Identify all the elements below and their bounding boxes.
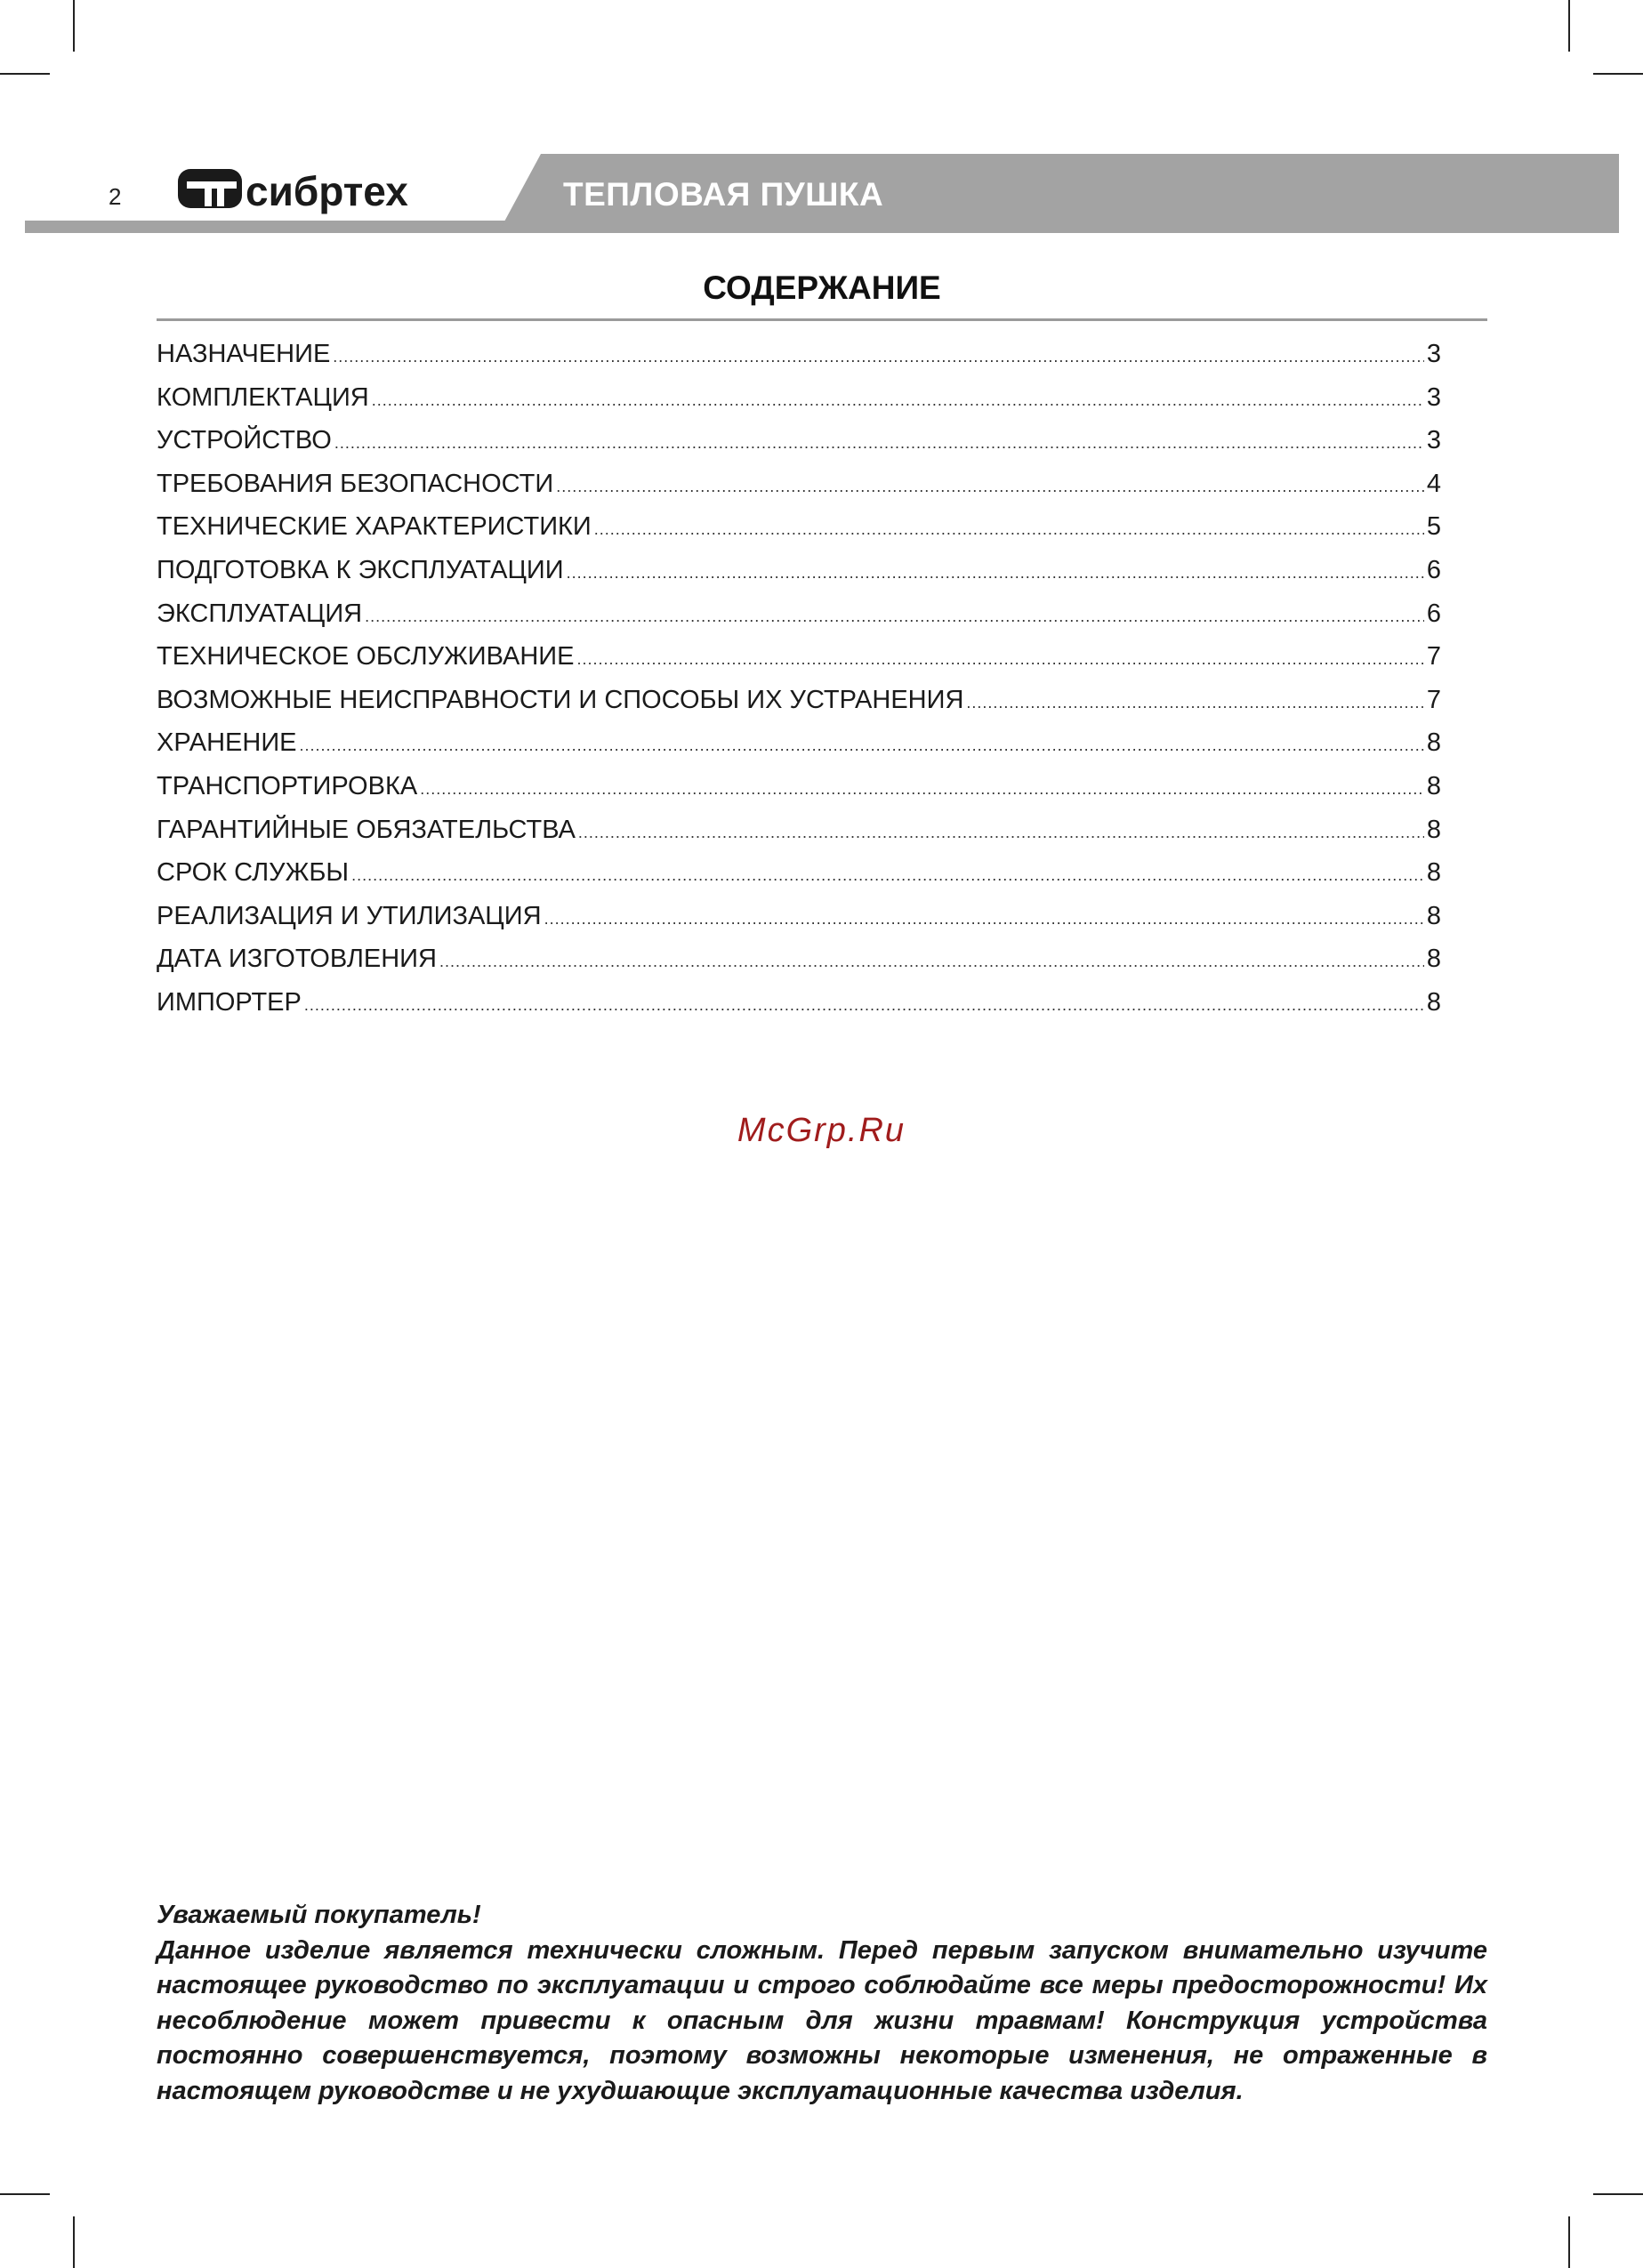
toc-leader-dots	[567, 564, 1424, 583]
toc-row	[157, 512, 1441, 556]
toc-leader-dots	[365, 607, 1424, 626]
toc-item-page: 3	[1426, 340, 1441, 368]
toc-leader-dots	[578, 824, 1424, 842]
toc-item-page: 5	[1426, 512, 1441, 542]
toc-leader-dots	[304, 996, 1424, 1015]
toc-row	[157, 556, 1441, 599]
brand-logo	[176, 167, 452, 217]
toc-item-label: ГАРАНТИЙНЫЕ ОБЯЗАТЕЛЬСТВА	[157, 815, 576, 844]
toc-leader-dots	[577, 650, 1424, 669]
toc-item-page: 8	[1426, 815, 1441, 844]
toc-item-label: УСТРОЙСТВО	[157, 426, 332, 455]
toc-leader-dots	[300, 736, 1424, 755]
toc-item-label: ТРАНСПОРТИРОВКА	[157, 771, 418, 800]
page-header	[0, 151, 1643, 240]
brand-name: сибртех	[246, 168, 408, 214]
toc-row	[157, 340, 1441, 383]
toc-leader-dots	[439, 953, 1424, 971]
toc-item-page: 8	[1426, 945, 1441, 974]
crop-mark	[1593, 2193, 1643, 2195]
toc-row	[157, 728, 1441, 772]
toc-item-label: СРОК СЛУЖБЫ	[157, 858, 350, 888]
toc-title: СОДЕРЖАНИЕ	[703, 269, 941, 306]
table-of-contents	[157, 340, 1441, 1032]
crop-mark	[1568, 0, 1570, 52]
toc-item-label: КОМПЛЕКТАЦИЯ	[157, 382, 369, 412]
toc-item-page: 8	[1426, 987, 1441, 1017]
toc-item-label: РЕАЛИЗАЦИЯ И УТИЛИЗАЦИЯ	[157, 901, 542, 930]
crop-mark	[1568, 2216, 1570, 2268]
customer-notice	[157, 1898, 1487, 2109]
toc-item-page: 7	[1426, 685, 1441, 714]
notice-body: Данное изделие является технически сложным. Перед первым запуском внимательно изучите настоящее руководство по эксплуатации и строго соблюдайте все меры предосторожности! Их несоблюдение может привести к опасным для жизни травмам! Конструкция устройства постоянно совершенствуется, поэтому возможны некоторые изменения, не отраженные в настоящем руководстве и не ухудшающие эксплуатационные качества изделия.	[157, 1935, 1487, 2105]
toc-leader-dots	[334, 434, 1424, 453]
toc-leader-dots	[372, 391, 1424, 410]
toc-item-label: ИМПОРТЕР	[157, 987, 302, 1017]
notice-greeting: Уважаемый покупатель!	[157, 1901, 481, 1929]
crop-mark	[73, 0, 75, 52]
crop-mark	[73, 2216, 75, 2268]
toc-row	[157, 902, 1441, 945]
toc-leader-dots	[544, 910, 1424, 929]
toc-leader-dots	[333, 348, 1424, 366]
toc-row	[157, 686, 1441, 729]
crop-mark	[0, 2193, 50, 2195]
toc-divider	[157, 318, 1487, 321]
toc-item-page: 3	[1426, 382, 1441, 412]
toc-row	[157, 599, 1441, 643]
crop-mark	[1593, 73, 1643, 75]
page-number: 2	[109, 183, 122, 210]
toc-row	[157, 858, 1441, 902]
toc-leader-dots	[966, 694, 1423, 712]
toc-item-label: ХРАНЕНИЕ	[157, 728, 297, 758]
toc-item-page: 3	[1426, 426, 1441, 455]
toc-item-page: 6	[1426, 555, 1441, 584]
toc-leader-dots	[420, 780, 1424, 799]
toc-leader-dots	[556, 478, 1424, 496]
toc-item-label: ДАТА ИЗГОТОВЛЕНИЯ	[157, 945, 437, 974]
toc-item-label: ТРЕБОВАНИЯ БЕЗОПАСНОСТИ	[157, 469, 554, 498]
toc-leader-dots	[594, 520, 1424, 539]
toc-leader-dots	[351, 866, 1424, 885]
crop-mark	[0, 73, 50, 75]
toc-row	[157, 816, 1441, 859]
toc-row	[157, 383, 1441, 427]
toc-item-page: 8	[1426, 771, 1441, 800]
toc-row	[157, 470, 1441, 513]
toc-row	[157, 772, 1441, 816]
toc-row	[157, 945, 1441, 988]
watermark: McGrp.Ru	[737, 1112, 906, 1149]
toc-row	[157, 642, 1441, 686]
toc-item-page: 4	[1426, 469, 1441, 498]
toc-item-label: ЭКСПЛУАТАЦИЯ	[157, 599, 363, 628]
toc-item-page: 8	[1426, 901, 1441, 930]
header-title: ТЕПЛОВАЯ ПУШКА	[563, 176, 884, 213]
toc-item-label: ПОДГОТОВКА К ЭКСПЛУАТАЦИИ	[157, 555, 564, 584]
toc-row	[157, 988, 1441, 1032]
toc-item-label: ВОЗМОЖНЫЕ НЕИСПРАВНОСТИ И СПОСОБЫ ИХ УСТРАНЕНИЯ	[157, 685, 964, 714]
toc-item-label: НАЗНАЧЕНИЕ	[157, 340, 331, 368]
toc-item-page: 8	[1426, 858, 1441, 888]
toc-item-label: ТЕХНИЧЕСКИЕ ХАРАКТЕРИСТИКИ	[157, 512, 592, 542]
toc-item-page: 8	[1426, 728, 1441, 758]
toc-row	[157, 426, 1441, 470]
toc-item-page: 6	[1426, 599, 1441, 628]
toc-item-page: 7	[1426, 642, 1441, 672]
toc-item-label: ТЕХНИЧЕСКОЕ ОБСЛУЖИВАНИЕ	[157, 642, 575, 672]
